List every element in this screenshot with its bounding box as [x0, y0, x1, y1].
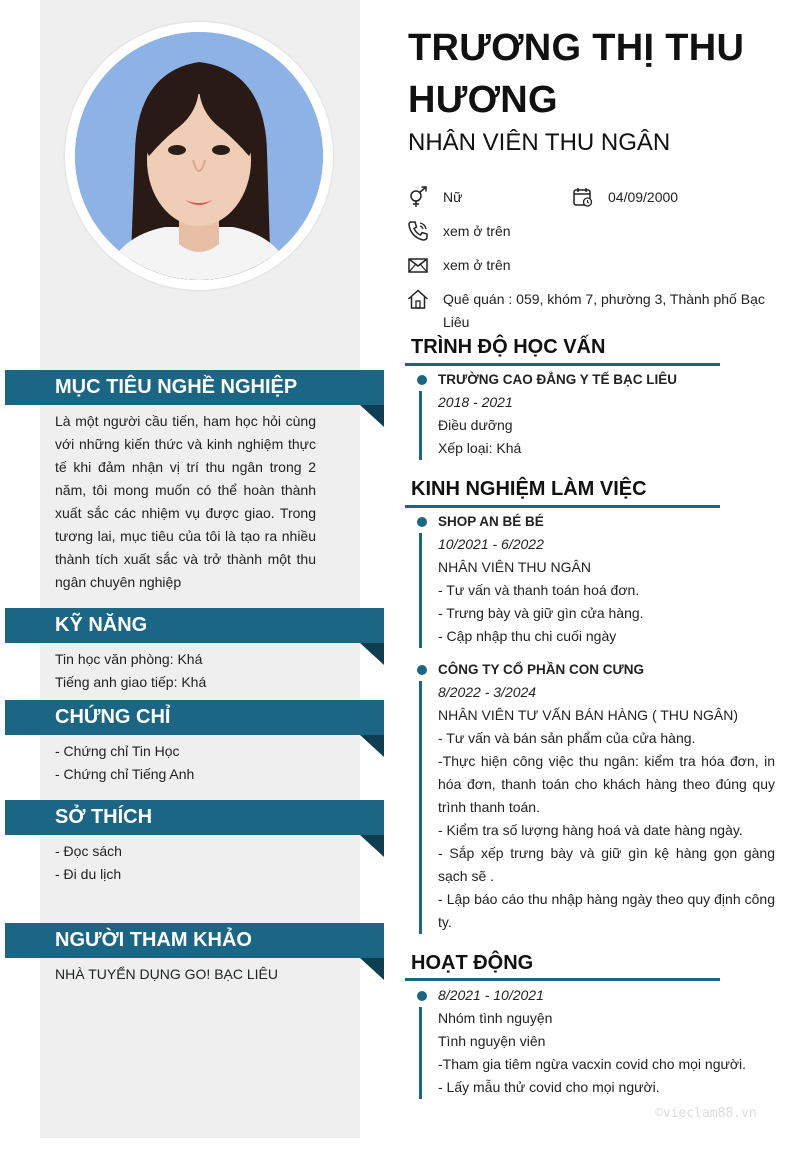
section-underline	[405, 505, 720, 508]
education-heading: TRÌNH ĐỘ HỌC VẤN	[411, 336, 606, 358]
ribbon-fold	[360, 405, 384, 427]
certificates-heading: CHỨNG CHỈ	[5, 700, 384, 735]
experience-entry	[438, 510, 775, 648]
skill-item: Tin học văn phòng: Khá	[55, 651, 203, 667]
ribbon-fold	[360, 643, 384, 665]
ribbon-fold	[360, 835, 384, 857]
ribbon-fold	[360, 735, 384, 757]
activity-role: Tình nguyện viên	[438, 1033, 546, 1049]
duty-item: - Trưng bày và giữ gìn cửa hàng.	[438, 605, 644, 621]
activities-heading: HOẠT ĐỘNG	[411, 952, 534, 974]
references-list	[55, 963, 316, 986]
timeline-dot	[417, 517, 427, 527]
address-value: Quê quán : 059, khóm 7, phường 3, Thành phố Bạc Liêu	[443, 291, 765, 330]
timeline-dot	[417, 375, 427, 385]
objective-text: Là một người cầu tiến, ham học hỏi cùng với những kiến thức và kinh nghiệm thực tế khi đảm nhận vị trí thu ngân trong 2 năm, tôi mong muốn có thể hoàn thành xuất sắc các nhiệm vụ được giao. Trong tương lai, mục tiêu của tôi là tạo ra nhiều thành tích xuất sắc và trở thành một thu ngân chuyên nghiệp	[55, 413, 316, 590]
activity-group: Nhóm tình nguyện	[438, 1010, 553, 1026]
avatar	[75, 32, 323, 280]
education-entry	[438, 368, 775, 460]
work-period: 8/2022 - 3/2024	[438, 684, 537, 700]
skills-heading: KỸ NĂNG	[5, 608, 384, 643]
company-name: CÔNG TY CỔ PHẦN CON CƯNG	[438, 662, 644, 677]
timeline-dot	[417, 991, 427, 1001]
experience-heading: KINH NGHIỆM LÀM VIỆC	[411, 478, 647, 500]
school-name: TRƯỜNG CAO ĐẲNG Y TẾ BẠC LIÊU	[438, 372, 677, 387]
phone-value: xem ở trên	[443, 223, 511, 239]
duty-item: - Cập nhập thu chi cuối ngày	[438, 628, 617, 644]
timeline-dot	[417, 665, 427, 675]
duty-item: - Tư vấn và thanh toán hoá đơn.	[438, 582, 640, 598]
duty-item: - Kiểm tra số lượng hàng hoá và date hàng ngày.	[438, 822, 743, 838]
activity-item: - Lấy mẫu thử covid cho mọi người.	[438, 1079, 660, 1095]
email-value: xem ở trên	[443, 257, 511, 273]
activity-period: 8/2021 - 10/2021	[438, 987, 544, 1003]
calendar-icon	[572, 186, 594, 208]
duty-item: -Thực hiện công việc thu ngân: kiểm tra hóa đơn, in hóa đơn, thanh toán cho khách hàng theo đúng quy trình thanh toán.	[438, 753, 775, 815]
phone-icon	[407, 220, 429, 242]
grade: Xếp loại: Khá	[438, 440, 522, 456]
reference-item: NHÀ TUYỂN DỤNG GO! BẠC LIÊU	[55, 966, 279, 982]
hobbies-list	[55, 840, 316, 886]
duty-item: - Tư vấn và bán sản phẩm của cửa hàng.	[438, 730, 696, 746]
major: Điều dưỡng	[438, 417, 513, 433]
ribbon-fold	[360, 958, 384, 980]
hobby-item: - Đi du lịch	[55, 866, 122, 882]
certificate-item: - Chứng chỉ Tin Học	[55, 743, 180, 759]
certificate-item: - Chứng chỉ Tiếng Anh	[55, 766, 195, 782]
references-heading: NGƯỜI THAM KHẢO	[5, 923, 384, 958]
work-period: 10/2021 - 6/2022	[438, 536, 544, 552]
objective-heading: MỤC TIÊU NGHỀ NGHIỆP	[5, 370, 384, 405]
position: NHÂN VIÊN THU NGÂN	[438, 559, 591, 575]
birthday-value: 04/09/2000	[608, 189, 679, 205]
candidate-name: TRƯƠNG THỊ THU HƯƠNG	[408, 27, 745, 121]
hobbies-heading: SỞ THÍCH	[5, 800, 384, 835]
duty-item: - Lập báo cáo thu nhập hàng ngày theo quy định công ty.	[438, 891, 775, 930]
home-icon	[407, 288, 429, 310]
activity-item: -Tham gia tiêm ngừa vacxin covid cho mọi người.	[438, 1056, 747, 1072]
company-name: SHOP AN BÉ BÉ	[438, 514, 544, 529]
experience-entry	[438, 658, 775, 934]
gender-value: Nữ	[443, 189, 463, 205]
skills-list	[55, 648, 316, 694]
hobby-item: - Đọc sách	[55, 843, 122, 859]
section-underline	[405, 363, 720, 366]
timeline-line	[419, 1007, 422, 1099]
certificates-list	[55, 740, 316, 786]
position: NHÂN VIÊN TƯ VẤN BÁN HÀNG ( THU NGÂN)	[438, 707, 739, 723]
watermark: ©vieclam88.vn	[655, 1106, 757, 1121]
activity-entry	[438, 984, 775, 1099]
job-title: NHÂN VIÊN THU NGÂN	[408, 129, 671, 156]
timeline-line	[419, 533, 422, 648]
section-underline	[405, 978, 720, 981]
duty-item: - Sắp xếp trưng bày và giữ gìn kệ hàng gọn gàng sạch sẽ .	[438, 845, 775, 884]
gender-icon	[407, 186, 429, 208]
skill-item: Tiếng anh giao tiếp: Khá	[55, 674, 207, 690]
envelope-icon	[407, 254, 429, 276]
timeline-line	[419, 681, 422, 934]
timeline-line	[419, 391, 422, 460]
avatar-frame	[65, 22, 333, 290]
study-period: 2018 - 2021	[438, 394, 513, 410]
